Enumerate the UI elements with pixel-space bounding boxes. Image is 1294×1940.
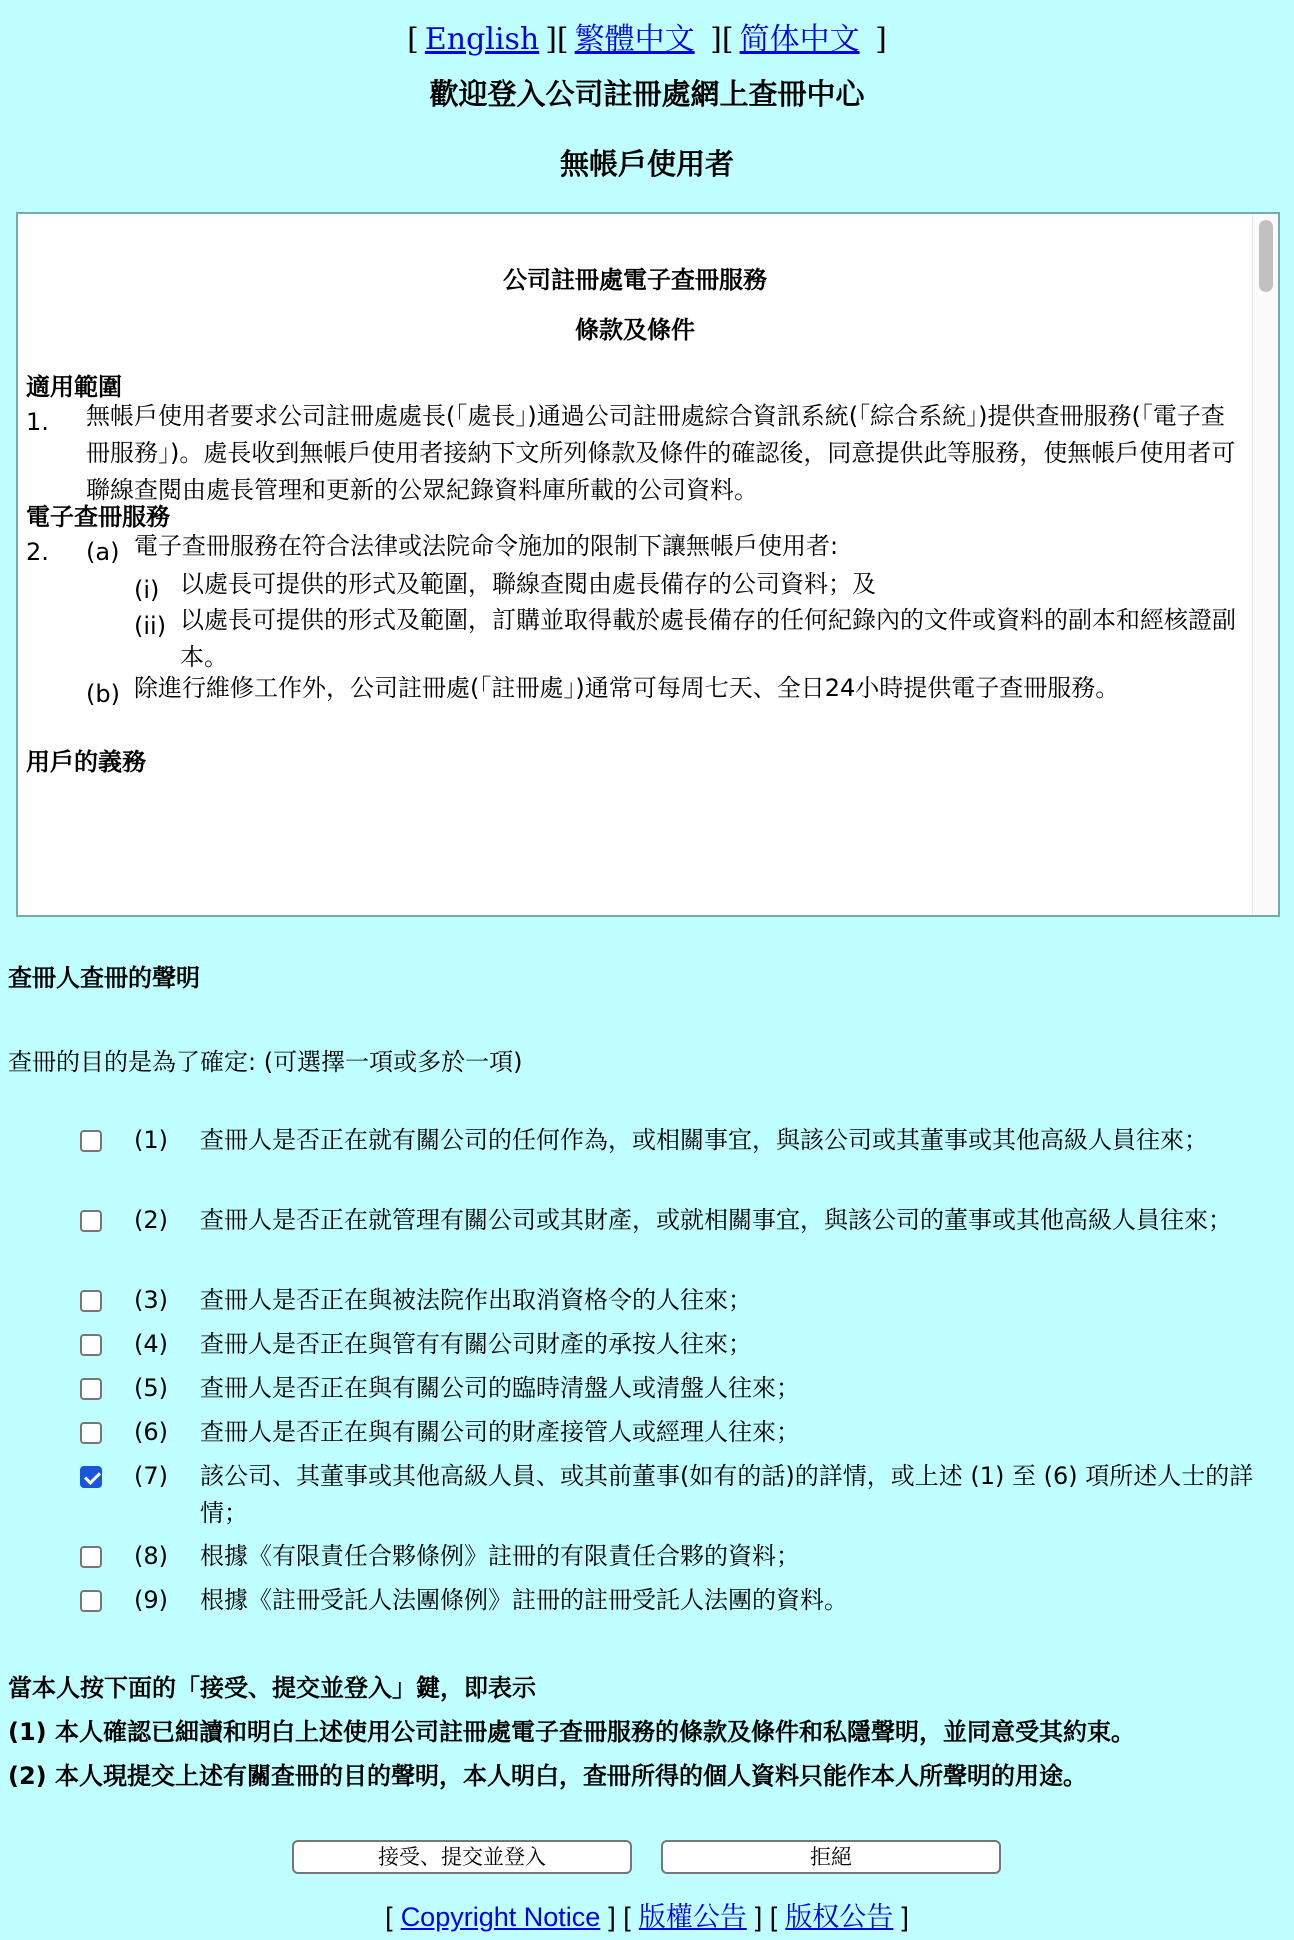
purpose-option-text: 該公司、其董事或其他高級人員、或其前董事(如有的話)的詳情，或上述 (1) 至 (6) 項所述人士的詳情； [200,1462,1254,1527]
ack-intro: 當本人按下面的「接受、提交並登入」鍵，即表示 [8,1674,536,1702]
language-bar: [ English ][ 繁體中文 ][ 简体中文 ] [407,22,887,57]
purpose-option-number: (1) [134,1126,168,1154]
purpose-checkbox[interactable] [80,1378,102,1400]
reject-button[interactable]: 拒絕 [661,1840,1001,1874]
purpose-option-text: 查冊人是否正在與有關公司的臨時清盤人或清盤人往來； [200,1374,800,1402]
ack-statement-2: (2) 本人現提交上述有關查冊的目的聲明，本人明白，查冊所得的個人資料只能作本人所聲明的用途。 [8,1762,1087,1790]
terms-para-2ai: 以處長可提供的形式及範圍，聯線查閱由處長備存的公司資料；及 [180,570,876,598]
purpose-option-number: (9) [134,1586,168,1614]
copyright-notice-sc-link[interactable]: 版权公告 [785,1902,894,1932]
purpose-option-text: 查冊人是否正在與有關公司的財產接管人或經理人往來； [200,1418,800,1446]
page-subtitle: 無帳戶使用者 [559,147,734,181]
purpose-option-number: (2) [134,1206,168,1234]
purpose-option-number: (4) [134,1330,168,1358]
copyright-notice-tc-link[interactable]: 版權公告 [638,1902,747,1932]
purpose-checkbox[interactable] [80,1546,102,1568]
purpose-option-text: 根據《註冊受託人法團條例》註冊的註冊受託人法團的資料。 [200,1586,848,1614]
purpose-option-text: 查冊人是否正在與管有有關公司財產的承按人往來； [200,1330,752,1358]
terms-para-2aii: 以處長可提供的形式及範圍，訂購並取得載於處長備存的任何紀錄內的文件或資料的副本和經核證副本。 [180,606,1236,671]
purpose-option-number: (3) [134,1286,168,1314]
purpose-option-text: 根據《有限責任合夥條例》註冊的有限責任合夥的資料； [200,1542,800,1570]
terms-section-obligations: 用戶的義務 [26,748,146,776]
accept-submit-login-button[interactable]: 接受、提交並登入 [292,1840,632,1874]
para-label: (i) [134,576,160,604]
lang-traditional-chinese-link[interactable]: 繁體中文 [574,22,695,57]
purpose-option-number: (5) [134,1374,168,1402]
lang-english-link[interactable]: English [424,22,540,57]
terms-para-2a: 電子查冊服務在符合法律或法院命令施加的限制下讓無帳戶使用者: [134,532,839,560]
terms-section-service: 電子查冊服務 [26,503,170,531]
purpose-checkbox[interactable] [80,1422,102,1444]
purpose-option-text: 查冊人是否正在就管理有關公司或其財產，或就相關事宜，與該公司的董事或其他高級人員往來； [200,1206,1232,1234]
copyright-notice-link[interactable]: Copyright Notice [400,1902,601,1932]
declaration-heading: 查冊人查冊的聲明 [8,964,200,992]
purpose-option-text: 查冊人是否正在與被法院作出取消資格令的人往來； [200,1286,752,1314]
para-label: (b) [86,680,120,708]
terms-title: 公司註冊處電子查冊服務 [503,266,767,294]
terms-scroll-box[interactable] [16,212,1280,917]
terms-content [18,214,1252,915]
scrollbar-thumb[interactable] [1259,220,1273,292]
lang-simplified-chinese-link[interactable]: 简体中文 [739,22,860,57]
purpose-option-number: (8) [134,1542,168,1570]
terms-section-scope: 適用範圍 [26,373,122,401]
terms-para-2b: 除進行維修工作外，公司註冊處(「註冊處」)通常可每周七天、全日24小時提供電子查冊服務。 [134,674,1120,702]
purpose-option-text: 查冊人是否正在就有關公司的任何作為，或相關事宜，與該公司或其董事或其他高級人員往來； [200,1126,1208,1154]
purpose-option-number: (7) [134,1462,168,1490]
terms-scrollbar[interactable] [1252,214,1278,915]
para-label: (a) [86,538,120,566]
para-number: 1. [26,408,49,436]
para-number: 2. [26,538,49,566]
purpose-checkbox[interactable] [80,1130,102,1152]
purpose-checkbox[interactable] [80,1466,102,1488]
purpose-checkbox[interactable] [80,1590,102,1612]
purpose-checkbox[interactable] [80,1290,102,1312]
page-title: 歡迎登入公司註冊處網上查冊中心 [429,77,865,111]
terms-para-1: 無帳戶使用者要求公司註冊處處長(「處長」)通過公司註冊處綜合資訊系統(「綜合系統」)提供查冊服務(「電子查冊服務」)。處長收到無帳戶使用者接納下文所列條款及條件的確認後，同意提供此等服務，使無帳戶使用者可聯線查閱由處長管理和更新的公眾紀錄資料庫所載的公司資料。 [86,402,1236,504]
purpose-checkbox[interactable] [80,1210,102,1232]
terms-subtitle: 條款及條件 [575,316,695,344]
footer-links: [ Copyright Notice ] [ 版權公告 ] [ 版权公告 ] [385,1902,909,1932]
ack-statement-1: (1) 本人確認已細讀和明白上述使用公司註冊處電子查冊服務的條款及條件和私隱聲明，並同意受其約束。 [8,1718,1135,1746]
para-label: (ii) [134,612,167,640]
purpose-option-number: (6) [134,1418,168,1446]
purpose-intro: 查冊的目的是為了確定: (可選擇一項或多於一項) [8,1048,523,1076]
purpose-checkbox[interactable] [80,1334,102,1356]
